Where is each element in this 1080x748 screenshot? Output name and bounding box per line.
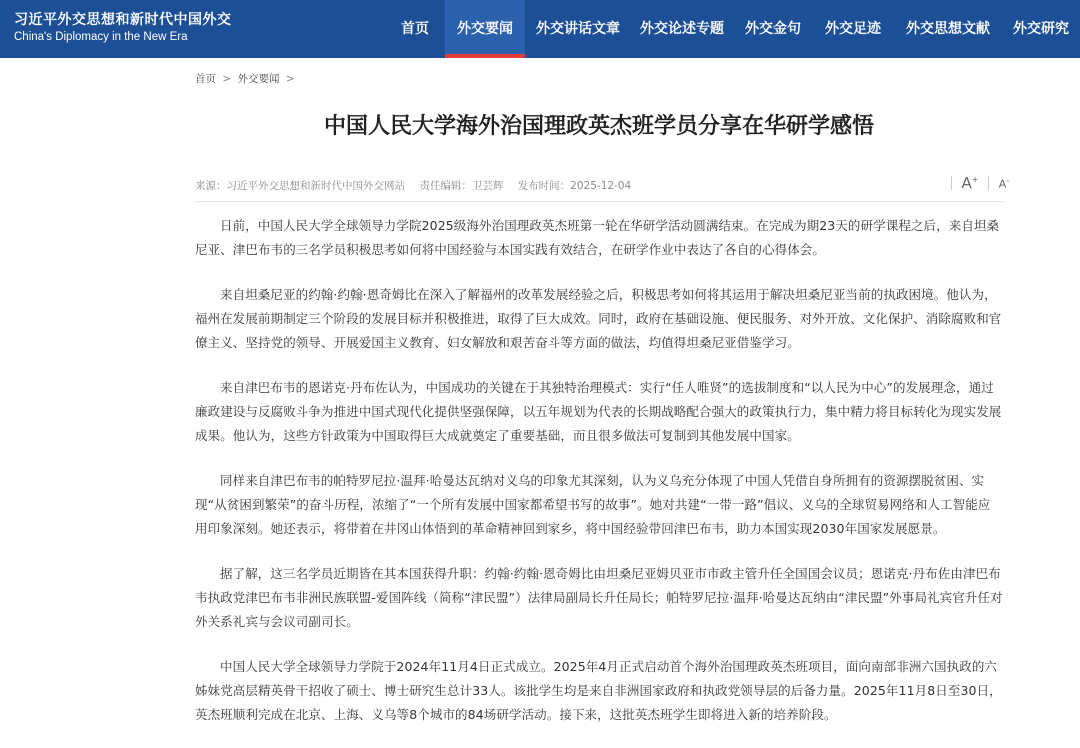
font-increase-button[interactable]: A+ xyxy=(961,174,979,192)
site-logo[interactable] xyxy=(14,12,232,45)
nav-quotes[interactable]: 外交金句 xyxy=(745,21,801,37)
article-paragraph: 据了解，这三名学员近期皆在其本国获得升职：约翰·约翰·恩奇姆比由坦桑尼亚姆贝亚市市政主管升任全国国会议员；恩诺克·丹布佐由津巴布韦执政党津巴布韦非洲民族联盟-爱国阵线（简称“津民盟”）法律局副局长升任局长；帕特罗尼拉·温拜·哈曼达瓦纳由“津民盟”外事局礼宾官升任对外关系礼宾与会议司副司长。 xyxy=(195,566,1003,629)
divider xyxy=(988,176,989,190)
breadcrumb-home[interactable]: 首页 xyxy=(195,73,216,85)
nav-diplomatic-news[interactable]: 外交要闻 xyxy=(445,0,525,58)
meta-divider xyxy=(195,201,1003,202)
article-meta xyxy=(195,178,642,193)
article-paragraph: 来自津巴布韦的恩诺克·丹布佐认为，中国成功的关键在于其独特治理模式：实行“任人唯贤”的选拔制度和“以人民为中心”的发展理念，通过廉政建设与反腐败斗争为推进中国式现代化提供坚强保障，以五年规划为代表的长期战略配合强大的政策执行力，集中精力将目标转化为现实发展成果。他认为，这些方针政策为中国取得巨大成就奠定了重要基础，而且很多做法可复制到其他发展中国家。 xyxy=(195,380,1002,443)
site-header xyxy=(0,0,1080,58)
breadcrumb-separator: > xyxy=(285,73,295,85)
article-paragraph: 日前，中国人民大学全球领导力学院2025级海外治国理政英杰班第一轮在华研学活动圆满结束。在完成为期23天的研学课程之后，来自坦桑尼亚、津巴布韦的三名学员积极思考如何将中国经验与本国实践有效结合，在研学作业中表达了各自的心得体会。 xyxy=(195,218,1000,257)
article-date: 发布时间：2025-12-04 xyxy=(517,180,632,192)
article-paragraph: 中国人民大学全球领导力学院于2024年11月4日正式成立。2025年4月正式启动首个海外治国理政英杰班项目，面向南部非洲六国执政的六姊妹党高层精英骨干招收了硕士、博士研究生总计33人。该批学生均是来自非洲国家政府和执政党领导层的后备力量。2025年11月8日至30日，英杰班顺利完成在北京、上海、义乌等8个城市的84场研学活动。接下来，这批英杰班学生即将进入新的培养阶段。 xyxy=(195,659,1002,722)
breadcrumb xyxy=(195,71,298,86)
nav-documents[interactable]: 外交思想文献 xyxy=(906,21,990,37)
article-source: 来源：习近平外交思想和新时代中国外交网站 xyxy=(195,180,405,192)
breadcrumb-section[interactable]: 外交要闻 xyxy=(237,73,280,85)
divider xyxy=(951,176,952,190)
logo-title-en: China's Diplomacy in the New Era xyxy=(14,31,188,43)
nav-research[interactable]: 外交研究 xyxy=(1013,21,1069,37)
font-size-tools xyxy=(946,172,1014,194)
article-body xyxy=(195,214,1003,748)
nav-footprints[interactable]: 外交足迹 xyxy=(825,21,881,37)
breadcrumb-separator: > xyxy=(222,73,232,85)
nav-topics[interactable]: 外交论述专题 xyxy=(640,21,724,37)
article-editor: 责任编辑：卫芸辉 xyxy=(419,180,504,192)
nav-speeches-articles[interactable]: 外交讲话文章 xyxy=(536,21,620,37)
nav-home[interactable]: 首页 xyxy=(401,21,429,37)
article-paragraph: 来自坦桑尼亚的约翰·约翰·恩奇姆比在深入了解福州的改革发展经验之后，积极思考如何将其运用于解决坦桑尼亚当前的执政困境。他认为，福州在发展前期制定三个阶段的发展目标并积极推进，取得了巨大成效。同时，政府在基础设施、便民服务、对外开放、文化保护、消除腐败和官僚主义、坚持党的领导、开展爱国主义教育、妇女解放和艰苦奋斗等方面的做法，均值得坦桑尼亚借鉴学习。 xyxy=(195,287,1002,350)
font-decrease-button[interactable]: A- xyxy=(998,175,1010,191)
article-title: 中国人民大学海外治国理政英杰班学员分享在华研学感悟 xyxy=(323,114,874,139)
article-paragraph: 同样来自津巴布韦的帕特罗尼拉·温拜·哈曼达瓦纳对义乌的印象尤其深刻，认为义乌充分体现了中国人凭借自身所拥有的资源摆脱贫困、实现“从贫困到繁荣”的奋斗历程，浓缩了“一个所有发展中国家都希望书写的故事”。她对共建“一带一路”倡议、义乌的全球贸易网络和人工智能应用印象深刻。她还表示，将带着在井冈山体悟到的革命精神回到家乡，将中国经验带回津巴布韦，助力本国实现2030年国家发展愿景。 xyxy=(195,473,991,536)
logo-title-cn: 习近平外交思想和新时代中国外交 xyxy=(14,12,232,28)
